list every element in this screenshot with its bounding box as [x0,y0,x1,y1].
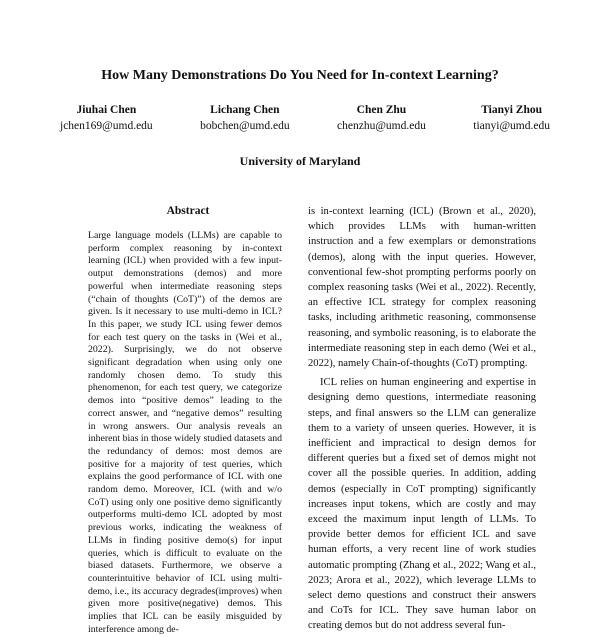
author-block [60,102,153,134]
author-email: jchen169@umd.edu [60,120,153,132]
body-paragraph: ICL relies on human engineering and expertise in designing demo questions, intermediate reasoning steps, and final answers so the LLM can generalize them to a variety of unseen queries. However, it is inefficient and impractical to design demos for different queries but a fixed set of demos might not cover all the possible queries. In addition, adding demos (especially in CoT prompting) significantly increases input tokens, which are costly and may exceed the maximum input length of LLMs. To provide better demos for efficient ICL and save human efforts, a very recent line of work studies automatic prompting (Zhang et al., 2022; Wang et al., 2023; Arora et al., 2022), which leverage LLMs to select demo questions and construct their answers and CoTs for ICL. They save human labor on creating demos but do not address several fun- [308,377,536,632]
author-list [60,102,550,134]
author-block [473,102,550,134]
author-block [337,102,426,134]
abstract-text: Large language models (LLMs) are capable to perform complex reasoning by in-context learning (ICL) when provided with a few input-output demonstrations (demos) and more powerful when intermediate reasoning steps (“chain of thoughts (CoT)”) of the demos are given. Is it necessary to use multi-demo in ICL? In this paper, we study ICL using fewer demos for each test query on the tasks in (Wei et al., 2022). Surprisingly, we do not observe significant degradation when using only one randomly chosen demo. To study this phenomenon, for each test query, we categorize demos into “positive demos” leading to the correct answer, and “negative demos” resulting in wrong answers. Our analysis reveals an inherent bias in those widely studied datasets and the redundancy of demos: most demos are positive for a majority of test queries, which explains the good performance of ICL with one random demo. Moreover, ICL (with and w/o CoT) using only one positive demo significantly outperforms multi-demo ICL adopted by most previous works, indicating the weakness of LLMs in finding positive demo(s) for input queries, which is difficult to evaluate on the biased datasets. Furthermore, we observe a counterintuitive behavior of ICL using multi-demo, i.e., its accuracy degrades(improves) when given more positive(negative) demos. This implies that ICL can be easily misguided by interference among de- [88,230,282,635]
body-paragraph: is in-context learning (ICL) (Brown et al., 2020), which provides LLMs with human-written instruction and a few exemplars or demonstrations (demos), along with the input queries. However, conventional few-shot prompting performs poorly on complex reasoning tasks (Wei et al., 2022). Recently, an effective ICL strategy for complex reasoning tasks, including arithmetic reasoning, commonsense reasoning, and symbolic reasoning, is to elaborate the intermediate reasoning step in each demo (Wei et al., 2022), namely Chain-of-thoughts (CoT) prompting. [308,206,536,370]
author-email: tianyi@umd.edu [473,120,550,132]
author-name: Tianyi Zhou [481,104,543,116]
introduction-column [308,204,536,632]
author-email: chenzhu@umd.edu [337,120,426,132]
author-block [200,102,289,134]
author-name: Chen Zhu [356,104,407,116]
affiliation: University of Maryland [239,154,361,168]
author-name: Lichang Chen [210,104,280,116]
author-name: Jiuhai Chen [76,104,137,116]
author-email: bobchen@umd.edu [200,120,290,132]
abstract-heading: Abstract [166,205,210,217]
paper-title: How Many Demonstrations Do You Need for In-context Learning? [101,68,499,83]
